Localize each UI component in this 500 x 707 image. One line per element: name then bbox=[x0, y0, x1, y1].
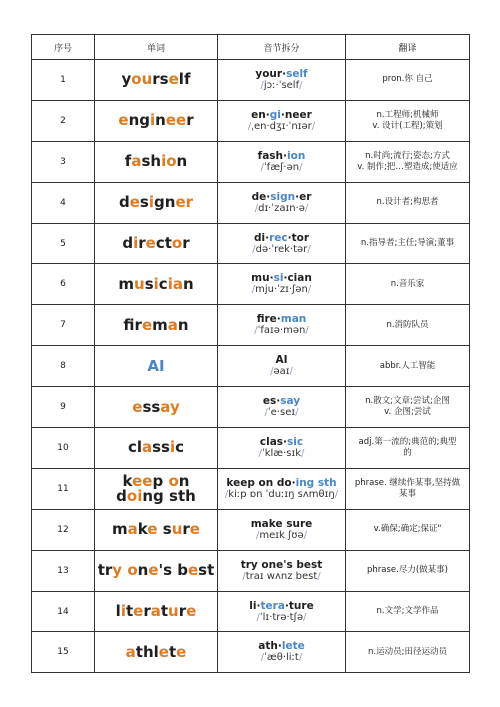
syllable-segment: er bbox=[299, 190, 312, 203]
phonetic-text: kiːp ɒn ˈduːɪŋ sʌmθɪŋ bbox=[228, 488, 335, 500]
translation-cell bbox=[346, 100, 470, 141]
word-segment: thl bbox=[135, 642, 159, 661]
syllable-segment: · bbox=[276, 395, 281, 408]
syllable-segment: · bbox=[265, 108, 270, 121]
word-segment: a bbox=[142, 438, 153, 457]
phonetic-text: meɪk ʃʊə bbox=[259, 529, 304, 541]
phonetic: /də·ˈrek·tər/ bbox=[252, 243, 311, 255]
syllable-segment: · bbox=[265, 231, 270, 244]
row-number: 8 bbox=[32, 346, 95, 387]
syllable-segment: · bbox=[287, 231, 292, 244]
word-segment: er bbox=[175, 193, 194, 212]
word-segment: s bbox=[157, 520, 172, 539]
syllable-segment: tor bbox=[291, 231, 310, 244]
word-segment: st bbox=[198, 561, 215, 580]
syllable-cell bbox=[218, 141, 346, 182]
word-segment: p bbox=[152, 471, 169, 490]
phonetic: /traɪ wʌnz best/ bbox=[242, 570, 321, 582]
syllable-segment: lete bbox=[281, 640, 305, 653]
word-segment: a bbox=[150, 602, 161, 621]
row-number: 2 bbox=[32, 100, 95, 141]
word-segment: i bbox=[133, 234, 139, 252]
syllable-segment: keep on do bbox=[226, 476, 292, 489]
table-row bbox=[32, 428, 470, 469]
phonetic-text: jɔː·ˈself bbox=[263, 79, 300, 91]
word-segment: o bbox=[127, 561, 138, 580]
syllable-segment: fire bbox=[256, 313, 277, 326]
translation-cell bbox=[346, 387, 470, 428]
syllable-segment: mu bbox=[251, 272, 270, 285]
translation-line: n.消防队员 bbox=[386, 319, 429, 330]
table-row bbox=[32, 264, 470, 305]
word-segment: n bbox=[176, 152, 188, 171]
translation-cell bbox=[346, 428, 470, 469]
word-segment: oi bbox=[126, 486, 143, 505]
syllable-split bbox=[220, 519, 343, 530]
syllable-split bbox=[220, 273, 343, 284]
translation-line: n.运动员;田径运动员 bbox=[368, 646, 447, 657]
syllable-segment: self bbox=[286, 67, 308, 80]
syllable-segment: · bbox=[266, 190, 271, 203]
syllable-cell bbox=[218, 632, 346, 673]
table-row bbox=[32, 60, 470, 101]
phonetic-text: ˈæθ·liːt bbox=[264, 652, 299, 664]
row-number: 7 bbox=[32, 305, 95, 346]
syllable-split bbox=[220, 396, 343, 407]
syllable-segment: · bbox=[282, 67, 287, 80]
syllable-segment: ture bbox=[288, 599, 314, 612]
vocabulary-table bbox=[31, 34, 470, 673]
word-segment: AI bbox=[147, 356, 165, 375]
word-segment: e bbox=[189, 520, 200, 539]
word-segment: r bbox=[178, 602, 187, 621]
phonetic-text: mju·ˈzɪ·ʃən bbox=[255, 284, 308, 296]
syllable-cell bbox=[218, 509, 346, 550]
syllable-split bbox=[220, 478, 343, 489]
word-segment: f bbox=[124, 152, 132, 171]
syllable-segment: your bbox=[255, 67, 283, 80]
word-segment: sh bbox=[141, 152, 162, 171]
syllable-segment: li bbox=[249, 599, 257, 612]
word-segment: e bbox=[141, 315, 153, 334]
translation-cell bbox=[346, 305, 470, 346]
translation-cell bbox=[346, 346, 470, 387]
row-number: 11 bbox=[32, 468, 95, 509]
table-body bbox=[32, 60, 470, 673]
phonetic: /ˈæθ·liːt/ bbox=[260, 652, 303, 664]
translation-cell bbox=[346, 264, 470, 305]
word-cell bbox=[95, 387, 218, 428]
syllable-split bbox=[220, 233, 343, 244]
table-header-row bbox=[32, 35, 470, 60]
word-segment: u bbox=[168, 602, 179, 621]
word-segment: m bbox=[118, 274, 134, 293]
syllable-cell bbox=[218, 468, 346, 509]
syllable-segment: · bbox=[283, 149, 288, 162]
syllable-cell bbox=[218, 591, 346, 632]
syllable-segment: sign bbox=[270, 190, 296, 203]
syllable-segment: es bbox=[262, 395, 277, 408]
syllable-segment: rec bbox=[269, 231, 288, 244]
word-cell bbox=[95, 550, 218, 591]
phonetic: /ˈlɪ·trə·tʃə/ bbox=[256, 611, 307, 623]
word-segment: n bbox=[155, 111, 166, 130]
word-cell bbox=[95, 468, 218, 509]
phonetic: /jɔː·ˈself/ bbox=[260, 79, 303, 91]
word-segment: r bbox=[182, 234, 190, 252]
translation-line: n.工程师;机械师 bbox=[376, 109, 439, 120]
syllable-segment: neer bbox=[284, 108, 312, 121]
word-segment: s bbox=[144, 274, 154, 293]
translation-line: pron.你 自己 bbox=[382, 74, 433, 85]
phonetic: /ˈe·seɪ/ bbox=[264, 407, 299, 419]
word-segment: rs bbox=[152, 70, 169, 89]
translation-line: n.文学;文学作品 bbox=[376, 606, 439, 617]
table-row bbox=[32, 223, 470, 264]
translation-cell bbox=[346, 60, 470, 101]
word-segment: ou bbox=[131, 70, 153, 89]
word-segment: i bbox=[153, 274, 159, 293]
word-segment: n bbox=[177, 315, 189, 334]
phonetic: /ˌen·dʒɪ·ˈnɪər/ bbox=[247, 120, 316, 132]
word-segment: o bbox=[168, 471, 179, 490]
word-segment: d bbox=[118, 193, 130, 212]
syllable-segment: try one's best bbox=[240, 558, 323, 571]
word-segment: a bbox=[127, 520, 138, 539]
word-segment: k bbox=[137, 520, 148, 539]
word-segment: k bbox=[122, 471, 133, 490]
syllable-segment: AI bbox=[275, 354, 288, 367]
word-segment: m bbox=[152, 315, 168, 334]
word-segment: e bbox=[118, 111, 129, 130]
translation-cell bbox=[346, 468, 470, 509]
syllable-segment: ath bbox=[258, 640, 278, 653]
syllable-cell bbox=[218, 60, 346, 101]
row-number: 1 bbox=[32, 60, 95, 101]
syllable-segment: en bbox=[251, 108, 266, 121]
word-segment: f bbox=[123, 315, 135, 334]
phonetic-text: ˈlɪ·trə·tʃə bbox=[259, 611, 304, 623]
word-cell bbox=[95, 509, 218, 550]
word-segment: i bbox=[150, 111, 156, 130]
word-segment: e bbox=[187, 561, 199, 580]
syllable-segment: · bbox=[280, 108, 285, 121]
row-number: 4 bbox=[32, 182, 95, 223]
word-segment: i bbox=[169, 438, 176, 457]
table-row bbox=[32, 305, 470, 346]
translation-cell bbox=[346, 550, 470, 591]
phonetic-text: ˈfaɪə·mən bbox=[257, 325, 306, 337]
word-segment: lf bbox=[178, 70, 191, 89]
table-row bbox=[32, 509, 470, 550]
phonetic: /ˈklæ·sɪk/ bbox=[258, 447, 305, 459]
word-cell bbox=[95, 223, 218, 264]
phonetic: /dɪ·ˈzaɪn·ə/ bbox=[254, 202, 309, 214]
syllable-segment: · bbox=[276, 313, 281, 326]
syllable-split bbox=[220, 110, 343, 121]
syllable-segment: ing sth bbox=[295, 476, 337, 489]
word-segment: r bbox=[182, 520, 190, 539]
word-segment: i bbox=[120, 602, 126, 621]
word-segment: u bbox=[134, 274, 145, 293]
phonetic-text: ˈe·seɪ bbox=[267, 407, 296, 419]
syllable-segment: · bbox=[256, 599, 261, 612]
word-segment: y bbox=[112, 561, 123, 580]
word-segment: ay bbox=[160, 397, 180, 416]
syllable-split bbox=[220, 560, 343, 571]
syllable-segment: gi bbox=[269, 108, 281, 121]
syllable-cell bbox=[218, 264, 346, 305]
row-number: 15 bbox=[32, 632, 95, 673]
word-segment: io bbox=[161, 152, 177, 171]
phonetic-text: dɪ·ˈzaɪn·ə bbox=[258, 202, 305, 214]
word-cell bbox=[95, 632, 218, 673]
row-number: 6 bbox=[32, 264, 95, 305]
word-cell bbox=[95, 591, 218, 632]
row-number: 14 bbox=[32, 591, 95, 632]
syllable-segment: tera bbox=[260, 599, 285, 612]
translation-cell bbox=[346, 182, 470, 223]
word-segment: a bbox=[167, 315, 178, 334]
syllable-split bbox=[220, 314, 343, 325]
syllable-split bbox=[220, 437, 343, 448]
table-row bbox=[32, 550, 470, 591]
syllable-cell bbox=[218, 428, 346, 469]
syllable-segment: de bbox=[251, 190, 267, 203]
word-segment: e bbox=[148, 561, 159, 580]
word-segment: i bbox=[148, 193, 155, 212]
syllable-segment: · bbox=[277, 640, 282, 653]
table-row bbox=[32, 100, 470, 141]
translation-line: phrase. 继续作某事,坚持做 bbox=[354, 477, 461, 488]
translation-line: v. 企图;尝试 bbox=[384, 407, 431, 418]
row-number: 9 bbox=[32, 387, 95, 428]
table-row bbox=[32, 141, 470, 182]
word-cell bbox=[95, 60, 218, 101]
word-segment: ss bbox=[142, 397, 161, 416]
translation-cell bbox=[346, 141, 470, 182]
translation-line: v. 制作;把…塑造成;使适应 bbox=[357, 161, 458, 172]
syllable-cell bbox=[218, 182, 346, 223]
translation-cell bbox=[346, 223, 470, 264]
word-segment: e bbox=[147, 520, 158, 539]
word-segment: u bbox=[171, 520, 183, 539]
syllable-segment: · bbox=[269, 272, 274, 285]
syllable-segment: · bbox=[284, 599, 289, 612]
word-cell bbox=[95, 141, 218, 182]
translation-line: phrase.尽力(做某事) bbox=[367, 565, 448, 576]
word-segment: e bbox=[145, 234, 156, 252]
word-cell bbox=[95, 182, 218, 223]
translation-line: n.指导者;主任;导演;董事 bbox=[360, 238, 455, 248]
phonetic-text: ˌen·dʒɪ·ˈnɪər bbox=[251, 120, 312, 132]
word-segment: ee bbox=[165, 111, 187, 130]
syllable-segment: · bbox=[291, 476, 296, 489]
syllable-segment: fash bbox=[257, 149, 284, 162]
word-segment: l bbox=[115, 602, 121, 621]
header-number: 序号 bbox=[32, 35, 95, 60]
word-segment: c bbox=[158, 274, 168, 293]
syllable-cell bbox=[218, 223, 346, 264]
word-segment: cl bbox=[127, 438, 142, 457]
word-segment: e bbox=[129, 193, 140, 212]
translation-cell bbox=[346, 509, 470, 550]
syllable-split bbox=[220, 192, 343, 203]
word-segment: t bbox=[160, 602, 169, 621]
translation-line: abbr.人工智能 bbox=[379, 360, 436, 371]
translation-cell bbox=[346, 591, 470, 632]
phonetic-text: traɪ wʌnz best bbox=[245, 570, 318, 582]
syllable-split bbox=[220, 601, 343, 612]
word-segment: ia bbox=[167, 274, 183, 293]
phonetic: /əaɪ/ bbox=[270, 366, 293, 378]
phonetic-text: ˈklæ·sɪk bbox=[261, 447, 302, 459]
syllable-cell bbox=[218, 305, 346, 346]
syllable-segment: clas bbox=[259, 435, 284, 448]
syllable-cell bbox=[218, 550, 346, 591]
word-cell bbox=[95, 428, 218, 469]
row-number: 3 bbox=[32, 141, 95, 182]
syllable-segment: · bbox=[295, 190, 300, 203]
word-segment: gn bbox=[154, 193, 176, 212]
translation-line: adj.第一流的;典范的;典型 bbox=[358, 436, 457, 447]
syllable-split bbox=[220, 69, 343, 80]
phonetic: /ˈfæʃ·ən/ bbox=[260, 161, 303, 173]
phonetic-text: əaɪ bbox=[273, 366, 290, 378]
row-number: 12 bbox=[32, 509, 95, 550]
syllable-cell bbox=[218, 387, 346, 428]
syllable-segment: si bbox=[273, 272, 284, 285]
syllable-segment: make sure bbox=[250, 517, 313, 530]
table-row bbox=[32, 632, 470, 673]
word-segment: n bbox=[182, 274, 194, 293]
syllable-segment: man bbox=[280, 313, 307, 326]
translation-line: n.设计者;构思者 bbox=[376, 197, 439, 208]
syllable-segment: sic bbox=[287, 435, 304, 448]
word-segment: ng st bbox=[142, 486, 186, 505]
syllable-segment: · bbox=[283, 435, 288, 448]
syllable-segment: di bbox=[253, 231, 266, 244]
word-segment: m bbox=[112, 520, 128, 539]
word-segment: a bbox=[125, 642, 136, 661]
word-segment: ng bbox=[128, 111, 150, 130]
syllable-segment: ion bbox=[287, 149, 306, 162]
word-cell bbox=[95, 346, 218, 387]
word-cell bbox=[95, 100, 218, 141]
word-cell bbox=[95, 305, 218, 346]
row-number: 13 bbox=[32, 550, 95, 591]
syllable-split bbox=[220, 641, 343, 652]
word-segment: d bbox=[122, 234, 134, 252]
phonetic: /ˈfaɪə·mən/ bbox=[254, 325, 309, 337]
syllable-segment: cian bbox=[287, 272, 312, 285]
word-segment: ct bbox=[155, 234, 172, 252]
word-segment: n d bbox=[116, 471, 190, 505]
table-row bbox=[32, 468, 470, 509]
word-segment: tr bbox=[97, 561, 113, 580]
phonetic: /meɪk ʃʊə/ bbox=[255, 529, 308, 541]
word-segment: t bbox=[168, 642, 177, 661]
phonetic-text: də·ˈrek·tər bbox=[255, 243, 308, 255]
word-segment: r bbox=[143, 602, 151, 621]
table-row bbox=[32, 182, 470, 223]
word-segment: 's b bbox=[158, 561, 188, 580]
word-segment: e bbox=[132, 397, 143, 416]
word-segment: e bbox=[158, 642, 169, 661]
word-segment: c bbox=[175, 438, 185, 457]
syllable-segment: say bbox=[280, 395, 301, 408]
translation-cell bbox=[346, 632, 470, 673]
word-segment: ee bbox=[132, 471, 153, 490]
word-segment: ss bbox=[152, 438, 170, 457]
translation-line: n.时尚;流行;姿态;方式 bbox=[365, 150, 450, 161]
translation-line: v. 设计(工程);策划 bbox=[372, 120, 443, 131]
header-syllable-split: 音节拆分 bbox=[218, 35, 346, 60]
word-segment: y bbox=[121, 70, 132, 89]
phonetic: /kiːp ɒn ˈduːɪŋ sʌmθɪŋ/ bbox=[224, 488, 339, 500]
word-segment: s bbox=[139, 193, 149, 212]
translation-line: 某事 bbox=[398, 488, 416, 499]
table-row bbox=[32, 387, 470, 428]
table-row bbox=[32, 346, 470, 387]
header-word: 单词 bbox=[95, 35, 218, 60]
word-segment: r bbox=[186, 111, 194, 130]
syllable-split bbox=[220, 151, 343, 162]
phonetic: /mju·ˈzɪ·ʃən/ bbox=[251, 284, 312, 296]
word-cell bbox=[95, 264, 218, 305]
word-segment: e bbox=[168, 70, 179, 89]
row-number: 10 bbox=[32, 428, 95, 469]
word-segment: e bbox=[176, 642, 187, 661]
word-segment: e bbox=[133, 602, 144, 621]
translation-line: n.散文;文章;尝试;企图 bbox=[365, 396, 450, 407]
phonetic-text: ˈfæʃ·ən bbox=[263, 161, 300, 173]
word-segment: e bbox=[186, 602, 197, 621]
word-segment: n bbox=[137, 561, 149, 580]
table-row bbox=[32, 591, 470, 632]
word-segment: h bbox=[185, 486, 196, 505]
word-segment: a bbox=[131, 152, 142, 171]
syllable-split bbox=[220, 355, 343, 366]
translation-line: 的 bbox=[403, 447, 412, 458]
syllable-segment: · bbox=[283, 272, 288, 285]
word-segment: t bbox=[125, 602, 134, 621]
syllable-cell bbox=[218, 346, 346, 387]
header-translation: 翻译 bbox=[346, 35, 470, 60]
syllable-cell bbox=[218, 100, 346, 141]
translation-line: v.确保;确定;保证" bbox=[373, 524, 442, 535]
row-number: 5 bbox=[32, 223, 95, 264]
word-segment: r bbox=[134, 315, 142, 334]
word-segment: o bbox=[171, 234, 183, 252]
word-segment: r bbox=[138, 234, 146, 252]
translation-line: n.音乐家 bbox=[390, 278, 425, 289]
